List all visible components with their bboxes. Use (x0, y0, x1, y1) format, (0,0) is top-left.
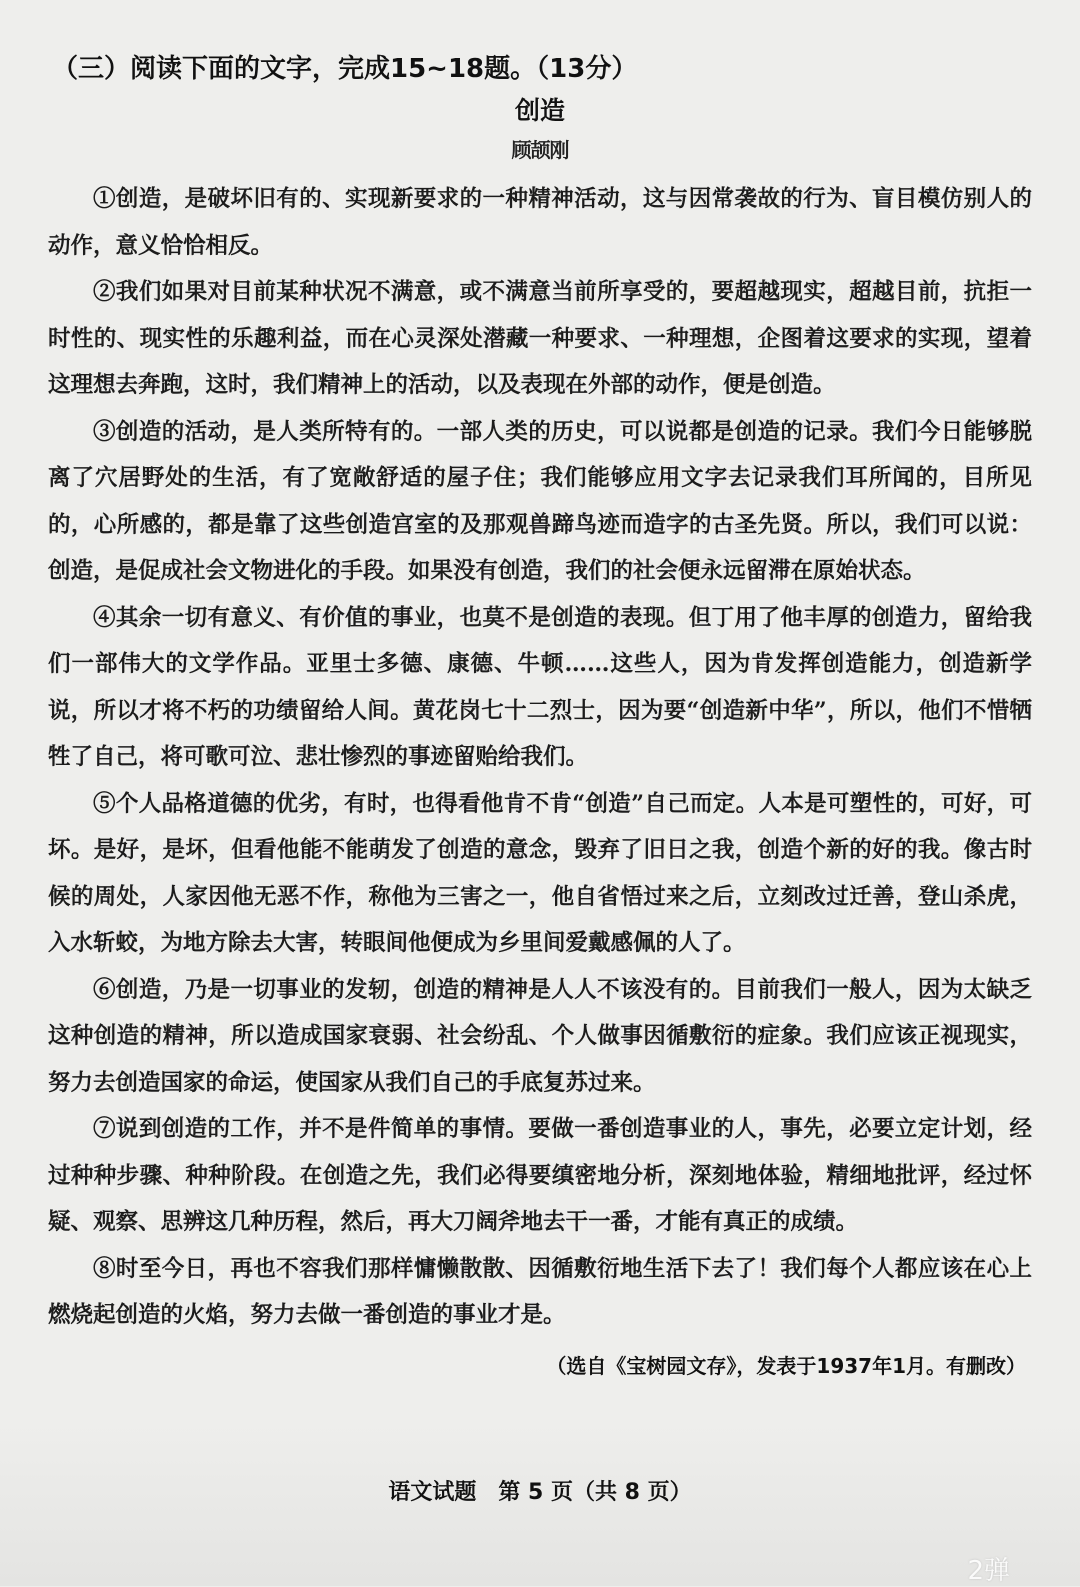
article-source: （选自《宝树园文存》，发表于1937年1月。有删改） (546, 1353, 1026, 1378)
paragraph-1: ①创造，是破坏旧有的、实现新要求的一种精神活动，这与因常袭故的行为、盲目模仿别人的动作，意义恰恰相反。 (48, 186, 1032, 259)
paragraph-6: ⑥创造，乃是一切事业的发轫，创造的精神是人人不该没有的。目前我们一般人，因为太缺乏这种创造的精神，所以造成国家衰弱、社会纷乱、个人做事因循敷衍的症象。我们应该正视现实，努力去创造国家的命运，使国家从我们自己的手底复苏过来。 (48, 976, 1032, 1096)
page-footer: 语文试题 第 5 页（共 8 页） (388, 1480, 692, 1505)
watermark: 2弹 (967, 1556, 1010, 1586)
paragraph-4: ④其余一切有意义、有价值的事业，也莫不是创造的表现。但丁用了他丰厚的创造力，留给我们一部伟大的文学作品。亚里士多德、康德、牛顿……这些人，因为肯发挥创造能力，创造新学说，所以才将不朽的功绩留给人间。黄花岗七十二烈士，因为要“创造新中华”，所以，他们不惜牺牲了自己，将可歌可泣、悲壮惨烈的事迹留贻给我们。 (48, 604, 1032, 770)
paragraph-2: ②我们如果对目前某种状况不满意，或不满意当前所享受的，要超越现实，超越目前，抗拒一时性的、现实性的乐趣利益，而在心灵深处潜藏一种要求、一种理想，企图着这要求的实现，望着这理想去奔跑，这时，我们精神上的活动，以及表现在外部的动作，便是创造。 (48, 279, 1032, 398)
paragraph-7: ⑦说到创造的工作，并不是件简单的事情。要做一番创造事业的人，事先，必要立定计划，经过种种步骤、种种阶段。在创造之先，我们必得要缜密地分析，深刻地体验，精细地批评，经过怀疑、观察、思辨这几种历程，然后，再大刀阔斧地去干一番，才能有真正的成绩。 (48, 1116, 1032, 1235)
paragraph-5: ⑤个人品格道德的优劣，有时，也得看他肯不肯“创造”自己而定。人本是可塑性的，可好，可坏。是好，是坏，但看他能不能萌发了创造的意念，毁弃了旧日之我，创造个新的好的我。像古时候的周处，人家因他无恶不作，称他为三害之一，他自省悟过来之后，立刻改过迁善，登山杀虎，入水斩蛟，为地方除去大害，转眼间他便成为乡里间爱戴感佩的人了。 (48, 790, 1032, 956)
paragraph-8: ⑧时至今日，再也不容我们那样慵懒散散、因循敷衍地生活下去了！我们每个人都应该在心上燃烧起创造的火焰，努力去做一番创造的事业才是。 (48, 1255, 1032, 1328)
paragraph-3: ③创造的活动，是人类所特有的。一部人类的历史，可以说都是创造的记录。我们今日能够脱离了穴居野处的生活，有了宽敞舒适的屋子住；我们能够应用文字去记录我们耳所闻的，目所见的，心所感的，都是靠了这些创造宫室的及那观兽蹄鸟迹而造字的古圣先贤。所以，我们可以说：创造，是促成社会文物进化的手段。如果没有创造，我们的社会便永远留滞在原始状态。 (48, 418, 1032, 584)
article-author: 顾颉刚 (511, 138, 569, 162)
section-header: （三）阅读下面的文字，完成15~18题。（13分） (52, 54, 638, 84)
article-title: 创造 (514, 96, 565, 125)
article-body (48, 176, 1032, 1339)
